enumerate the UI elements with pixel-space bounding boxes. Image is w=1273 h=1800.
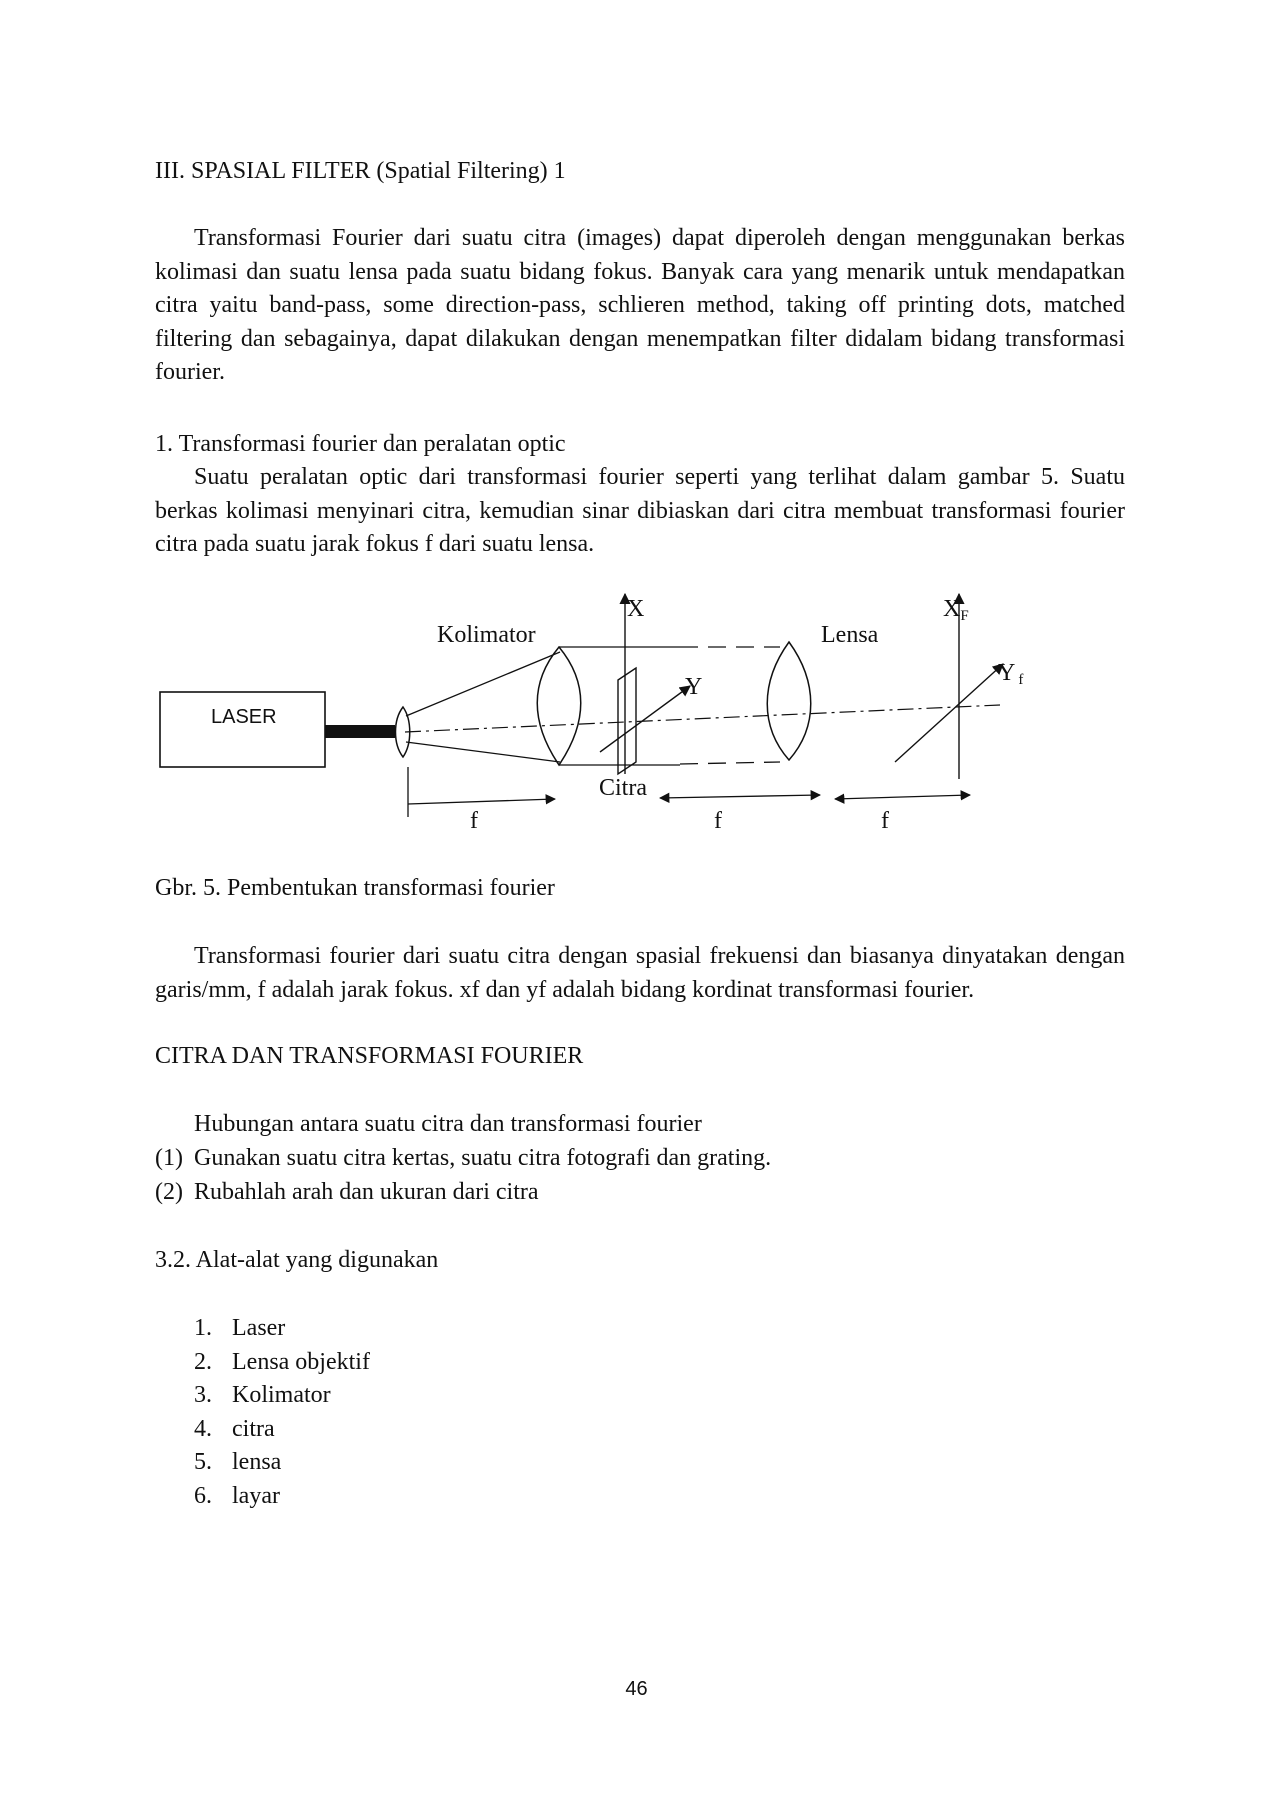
item-number: (2) (155, 1178, 183, 1205)
beam-lower-edge (406, 742, 560, 762)
collimated-beam-bottom-dashed (680, 762, 780, 764)
list-item (155, 1176, 771, 1210)
item-text: Gunakan suatu citra kertas, suatu citra fotografi dan grating. (194, 1145, 772, 1171)
item-number: 1. (194, 1315, 212, 1341)
list-item (155, 1142, 771, 1176)
intro-paragraph: Transformasi Fourier dari suatu citra (images) dapat diperoleh dengan menggunakan berkas kolimasi dan suatu lensa pada suatu bidang fokus. Banyak cara yang menarik untuk mendapatkan citra yaitu band-pass, some direction-pass, schlieren method, taking off printing dots, matched filtering dan sebagainya, dapat dilakukan dengan menempatkan filter didalam bidang transformasi fourier. (155, 225, 1125, 385)
list-item (194, 1413, 370, 1447)
item-number: 2. (194, 1348, 212, 1375)
list-item (194, 1379, 370, 1413)
f2-label: f (714, 808, 722, 834)
fourier-paragraph: Transformasi fourier dari suatu citra dengan spasial frekuensi dan biasanya dinyatakan dengan garis/mm, f adalah jarak fokus. xf dan yf adalah bidang kordinat transformasi fourier. (155, 943, 1125, 1003)
yf-subscript: f (1018, 672, 1024, 688)
collimator-lens (537, 647, 581, 765)
citra-label: Citra (599, 775, 647, 801)
tools-list (194, 1312, 370, 1513)
relation-text: Hubungan antara suatu citra dan transformasi fourier (194, 1111, 702, 1137)
f1-arrow (408, 799, 555, 804)
optical-axis (405, 705, 1000, 732)
y-axis-citra (600, 686, 690, 752)
x-label: X (627, 596, 645, 622)
list-item (194, 1480, 370, 1514)
item-text: Lensa objektif (232, 1348, 370, 1375)
fourier-optics-diagram (150, 592, 1050, 847)
y-label: Y (685, 674, 703, 700)
tools-heading: 3.2. Alat-alat yang digunakan (155, 1247, 439, 1273)
laser-label: LASER (211, 706, 277, 728)
f1-label: f (470, 808, 478, 834)
instruction-list (155, 1142, 771, 1209)
fourier-lens (767, 642, 811, 760)
item-number: 3. (194, 1382, 212, 1408)
item-text: Kolimator (232, 1382, 331, 1408)
xf-main: X (943, 596, 961, 622)
xf-label (943, 596, 969, 624)
item-number: 4. (194, 1415, 212, 1442)
section2-heading: CITRA DAN TRANSFORMASI FOURIER (155, 1043, 584, 1069)
list-item (194, 1312, 370, 1346)
item-text: Rubahlah arah dan ukuran dari citra (194, 1178, 539, 1205)
item-number: 5. (194, 1449, 212, 1475)
laser-box (160, 692, 325, 767)
section-heading: III. SPASIAL FILTER (Spatial Filtering) 1 (155, 158, 566, 184)
f3-arrow (835, 795, 970, 799)
citra-plane (618, 668, 636, 774)
list-item (194, 1346, 370, 1380)
yf-axis (895, 664, 1003, 762)
f2-arrow (660, 795, 820, 798)
kolimator-label: Kolimator (437, 622, 536, 648)
yf-main: Y (998, 660, 1016, 686)
subsection-heading: 1. Transformasi fourier dan peralatan optic (155, 431, 566, 457)
lensa-label: Lensa (821, 622, 879, 648)
figure-caption: Gbr. 5. Pembentukan transformasi fourier (155, 875, 555, 901)
list-item (194, 1446, 370, 1480)
subsection-paragraph: Suatu peralatan optic dari transformasi fourier seperti yang terlihat dalam gambar 5. Suatu berkas kolimasi menyinari citra, kemudian sinar dibiaskan dari citra membuat transformasi fourier citra pada suatu jarak fokus f dari suatu lensa. (155, 464, 1125, 557)
item-text: Laser (232, 1315, 286, 1341)
item-number: 6. (194, 1482, 212, 1509)
yf-label (998, 660, 1023, 688)
item-number: (1) (155, 1145, 183, 1171)
page-number: 46 (625, 1678, 648, 1700)
xf-subscript: F (960, 608, 969, 624)
f3-label: f (881, 808, 889, 834)
laser-beam (325, 725, 395, 738)
item-text: lensa (232, 1449, 282, 1475)
item-text: layar (232, 1482, 280, 1509)
item-text: citra (232, 1415, 275, 1442)
